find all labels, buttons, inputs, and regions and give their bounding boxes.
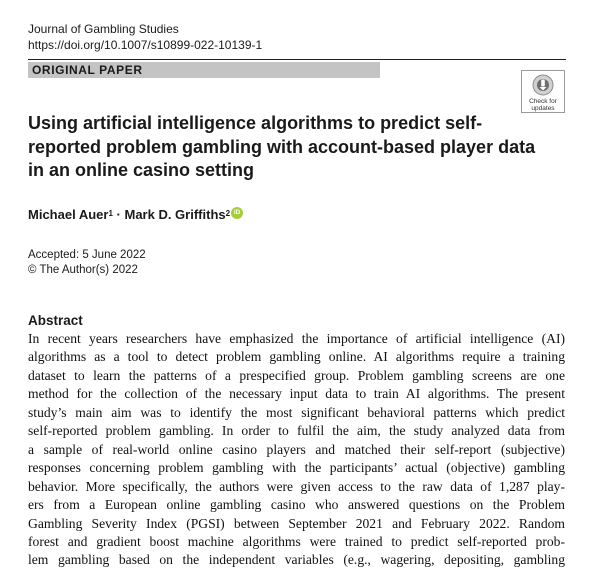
abstract-line: study’s main aim was to identify the most significant behavioral patterns which predict xyxy=(28,404,565,420)
check-updates-label xyxy=(522,98,564,112)
doi-link[interactable]: https://doi.org/10.1007/s10899-022-10139-1 xyxy=(28,38,263,52)
abstract-line: self-reported problem gambling. In order to fulfil the aim, the study analyzed data from xyxy=(28,423,565,439)
paper-type-banner: ORIGINAL PAPER xyxy=(28,62,380,78)
copyright-notice: © The Author(s) 2022 xyxy=(28,264,138,276)
journal-name: Journal of Gambling Studies xyxy=(28,22,179,36)
author-affiliation[interactable]: 1 xyxy=(108,209,113,218)
check-updates-line1: Check for xyxy=(529,98,557,105)
abstract-line: Gambling Severity Index (PGSI) between September 2021 and February 2022. Random xyxy=(28,515,565,531)
abstract-line: a sample of real-world online casino players and matched their self-report (subjective) xyxy=(28,441,565,457)
abstract-line: behavior. More specifically, the authors were given access to the raw data of 1,287 play- xyxy=(28,478,565,494)
author-affiliation[interactable]: 2 xyxy=(225,209,231,218)
author-name[interactable]: Mark D. Griffiths xyxy=(124,207,226,222)
abstract-line: method for the collection of the necessary input data to train AI algorithms. The present xyxy=(28,386,565,402)
accepted-date: Accepted: 5 June 2022 xyxy=(28,249,146,261)
abstract-line: lem gambling based on the independent variables (e.g., wagering, depositing, gambling xyxy=(28,552,565,568)
author-separator: · xyxy=(116,207,121,222)
check-updates-icon xyxy=(532,74,554,96)
header-rule xyxy=(28,59,566,60)
article-title: Using artificial intelligence algorithms to predict self-reported problem gambling with account-based player data in an online casino setting xyxy=(28,113,536,180)
check-for-updates-badge[interactable] xyxy=(521,70,565,113)
author-name[interactable]: Michael Auer xyxy=(28,207,109,222)
abstract-body xyxy=(28,330,565,570)
abstract-line: algorithms as a tool to detect problem gambling online. AI algorithms require a training xyxy=(28,349,565,365)
abstract-heading: Abstract xyxy=(28,313,83,328)
orcid-icon[interactable]: iD xyxy=(231,207,243,219)
author-list xyxy=(28,206,243,223)
abstract-line: In recent years researchers have emphasized the importance of artificial intelligence (AI) xyxy=(28,331,565,346)
abstract-line: responses concerning problem gambling with the participants’ actual (objective) gambling xyxy=(28,460,565,476)
abstract-line: dataset to learn the patterns of a prespecified group. Problem gambling screens are one xyxy=(28,367,565,383)
abstract-line: ers from a European online gambling casino who answered questions on the Problem xyxy=(28,497,565,513)
check-updates-line2: updates xyxy=(531,105,555,112)
abstract-line: forest and gradient boost machine algorithms were trained to predict self-reported prob- xyxy=(28,533,565,549)
